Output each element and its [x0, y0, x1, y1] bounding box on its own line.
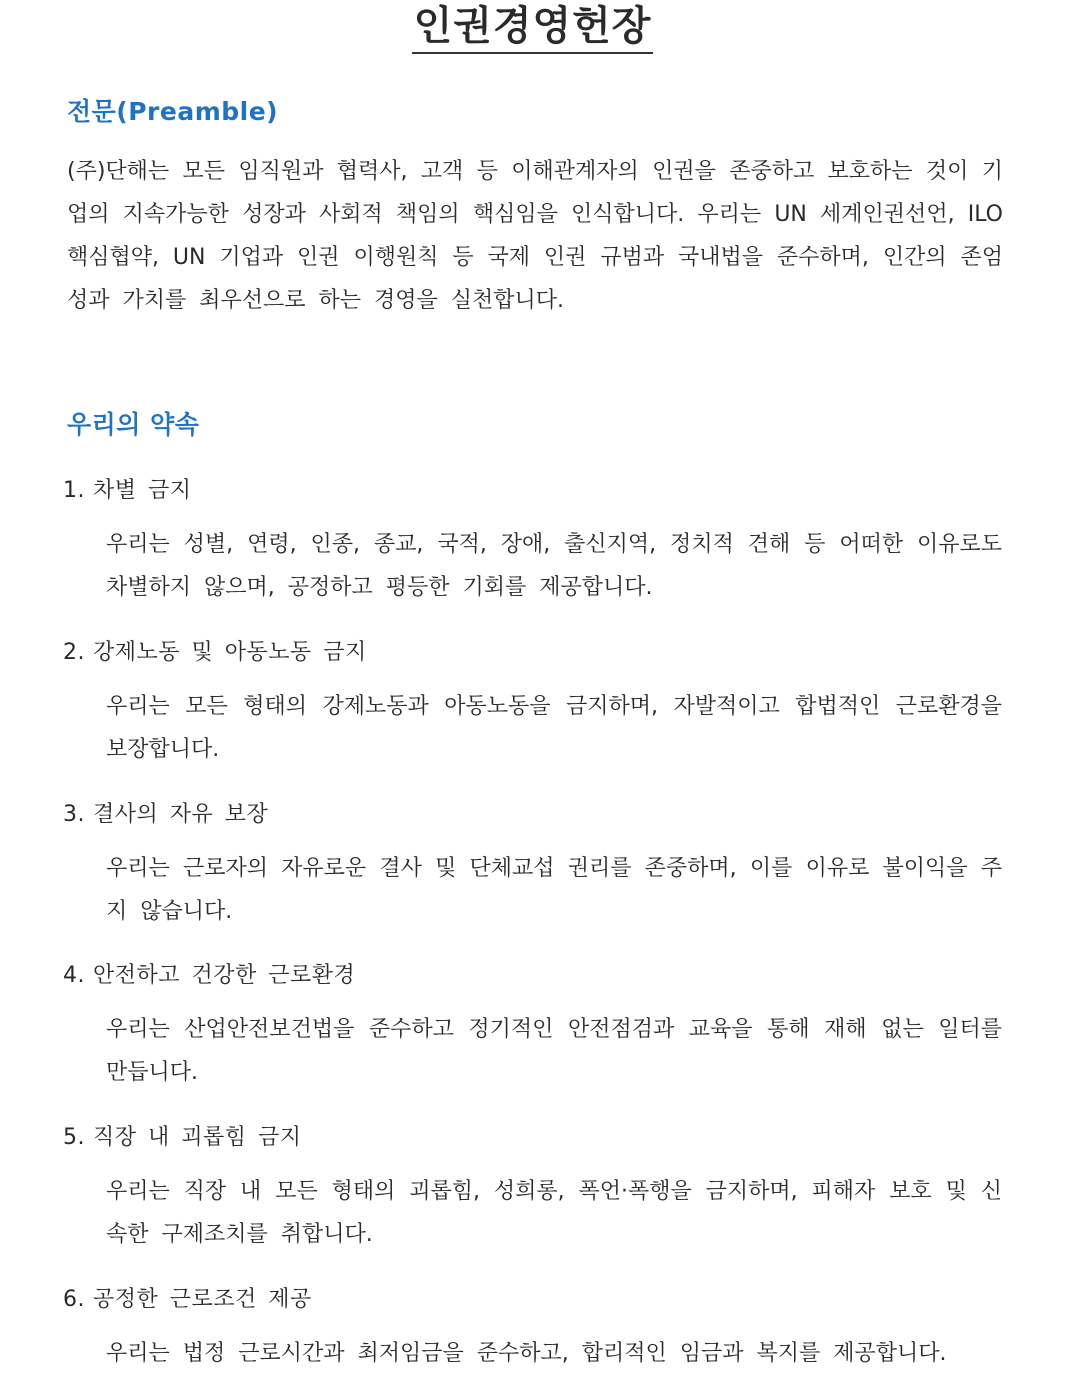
promise-item-label: 결사의 자유 보장 [93, 802, 269, 827]
promise-item-title [63, 958, 355, 989]
promise-item-label: 직장 내 괴롭힘 금지 [93, 1125, 302, 1150]
promise-item-label: 안전하고 건강한 근로환경 [93, 963, 356, 988]
promise-item-label: 강제노동 및 아동노동 금지 [93, 640, 367, 665]
promise-item-title [63, 1282, 312, 1313]
promise-item-number: 3. [63, 802, 85, 827]
promise-item-title [63, 797, 268, 828]
promise-item-body: 우리는 성별, 연령, 인종, 종교, 국적, 장애, 출신지역, 정치적 견해 등 어떠한 이유로도 차별하지 않으며, 공정하고 평등한 기회를 제공합니다. [106, 532, 1002, 600]
promise-item-body: 우리는 모든 형태의 강제노동과 아동노동을 금지하며, 자발적이고 합법적인 근로환경을 보장합니다. [106, 694, 1002, 762]
promises-heading: 우리의 약속 [67, 410, 200, 439]
promise-item-number: 2. [63, 640, 85, 665]
preamble-heading: 전문(Preamble) [67, 97, 279, 126]
promise-item-number: 4. [63, 963, 85, 988]
promise-item-label: 공정한 근로조건 제공 [93, 1287, 312, 1312]
promise-item-number: 6. [63, 1287, 85, 1312]
promise-item-number: 5. [63, 1125, 85, 1150]
promise-item-title [63, 635, 367, 666]
promise-item-label: 차별 금지 [93, 478, 192, 503]
document-title-text: 인권경영헌장 [412, 2, 654, 54]
document-title [0, 2, 1065, 54]
promise-item-body: 우리는 법정 근로시간과 최저임금을 준수하고, 합리적인 임금과 복지를 제공합니다. [106, 1341, 947, 1366]
promise-item-title [63, 1120, 302, 1151]
promise-item-title [63, 473, 192, 504]
promise-item-body: 우리는 직장 내 모든 형태의 괴롭힘, 성희롱, 폭언·폭행을 금지하며, 피해자 보호 및 신속한 구제조치를 취합니다. [106, 1179, 1002, 1247]
promise-item-body: 우리는 근로자의 자유로운 결사 및 단체교섭 권리를 존중하며, 이를 이유로 불이익을 주지 않습니다. [106, 856, 1002, 924]
preamble-paragraph: (주)단해는 모든 임직원과 협력사, 고객 등 이해관계자의 인권을 존중하고 보호하는 것이 기업의 지속가능한 성장과 사회적 책임의 핵심임을 인식합니다. 우리는 UN 세계인권선언, ILO 핵심협약, UN 기업과 인권 이행원칙 등 국제 인권 규범과 국내법을 준수하며, 인간의 존엄성과 가치를 최우선으로 하는 경영을 실천합니다. [67, 159, 1003, 313]
promise-item-number: 1. [63, 478, 85, 503]
promise-item-body: 우리는 산업안전보건법을 준수하고 정기적인 안전점검과 교육을 통해 재해 없는 일터를 만듭니다. [106, 1017, 1002, 1085]
